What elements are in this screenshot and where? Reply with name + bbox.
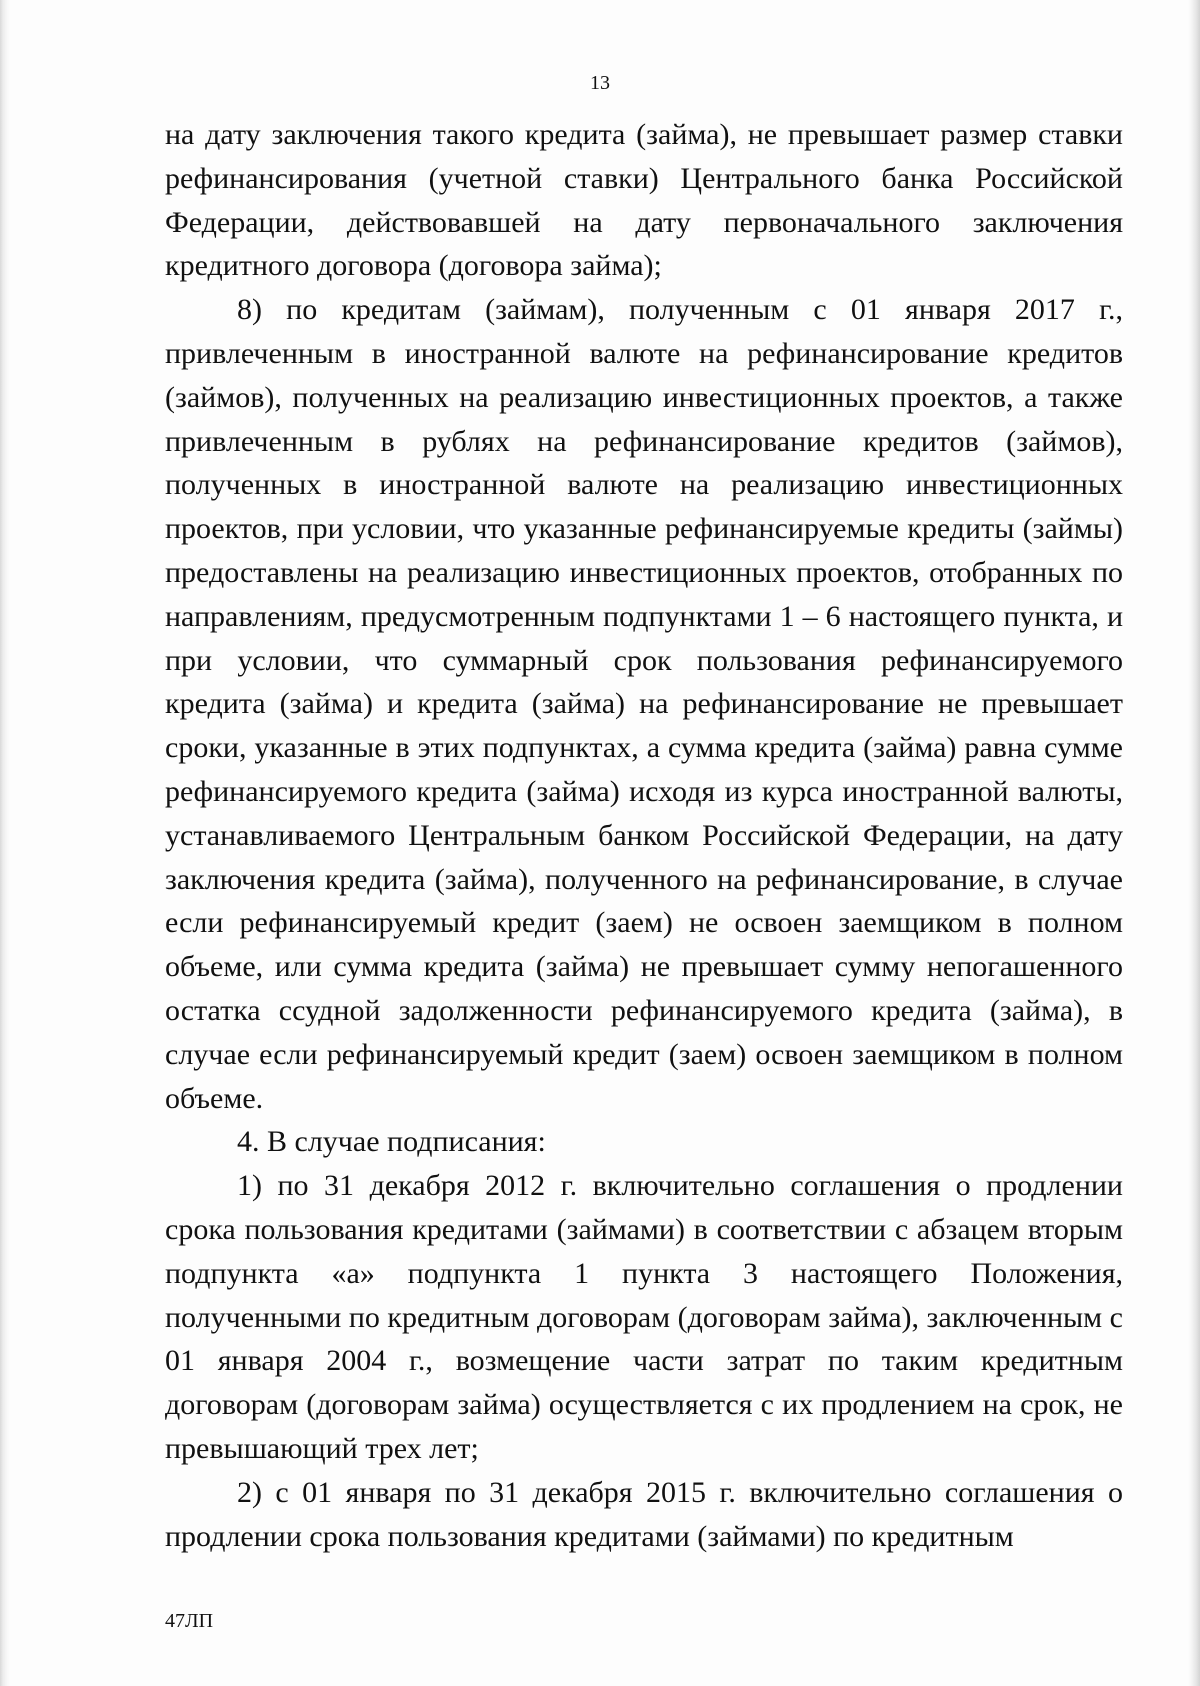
paragraph-section-4: 4. В случае подписания: bbox=[237, 1125, 546, 1159]
page-number: 13 bbox=[590, 72, 610, 94]
footer-code: 47ЛП bbox=[165, 1610, 214, 1632]
scan-edge-right bbox=[1188, 0, 1200, 1686]
body-text bbox=[165, 113, 1123, 1558]
paragraph-item-8: 8) по кредитам (займам), полученным с 01 января 2017 г., привлеченным в иностранной валюте на рефинансирование кредитов (займов), полученных на реализацию инвестиционных проектов, а также привлеченным в рублях на рефинансирование кредитов (займов), полученных в иностранной валюте на реализацию инвестиционных проектов, при условии, что указанные рефинансируемые кредиты (займы) предоставлены на реализацию инвестиционных проектов, отобранных по направлениям, предусмотренным подпунктами 1 – 6 настоящего пункта, и при условии, что суммарный срок пользования рефинансируемого кредита (займа) и кредита (займа) на рефинансирование не превышает сроки, указанные в этих подпунктах, а сумма кредита (займа) равна сумме рефинансируемого кредита (займа) исходя из курса иностранной валюты, устанавливаемого Центральным банком Российской Федерации, на дату заключения кредита (займа), полученного на рефинансирование, в случае если рефинансируемый кредит (заем) не освоен заемщиком в полном объеме, или сумма кредита (займа) не превышает сумму непогашенного остатка ссудной задолженности рефинансируемого кредита (займа), в случае если рефинансируемый кредит (заем) освоен заемщиком в полном объеме. bbox=[165, 293, 1123, 1115]
paragraph-item-1: 1) по 31 декабря 2012 г. включительно соглашения о продлении срока пользования кредитами (займами) в соответствии с абзацем вторым подпункта «а» подпункта 1 пункта 3 настоящего Положения, полученными по кредитным договорам (договорам займа), заключенным с 01 января 2004 г., возмещение части затрат по таким кредитным договорам (договорам займа) осуществляется с их продлением на срок, не превышающий трех лет; bbox=[165, 1169, 1123, 1465]
scan-edge-left bbox=[0, 0, 10, 1686]
paragraph-item-2: 2) с 01 января по 31 декабря 2015 г. включительно соглашения о продлении срока пользования кредитами (займами) по кредитным bbox=[165, 1475, 1123, 1553]
paragraph-continuation: на дату заключения такого кредита (займа), не превышает размер ставки рефинансирования (учетной ставки) Центрального банка Российской Федерации, действовавшей на дату первоначального заключения кредитного договора (договора займа); bbox=[165, 118, 1123, 283]
